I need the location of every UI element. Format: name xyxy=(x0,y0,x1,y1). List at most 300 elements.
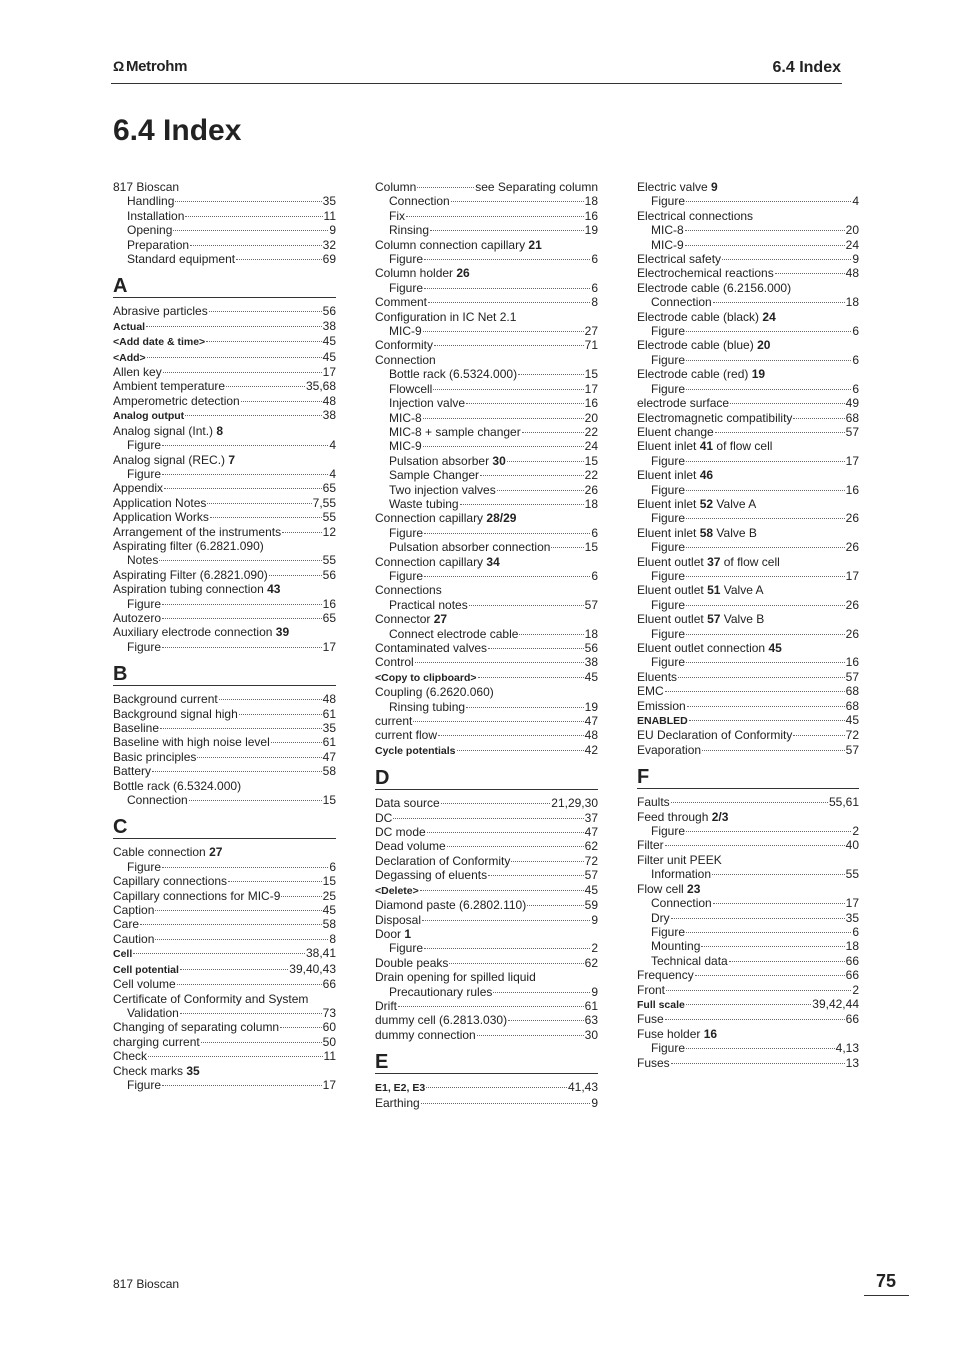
figure-ref-number: 34 xyxy=(486,554,500,569)
entry-term xyxy=(375,811,392,825)
index-subentry xyxy=(113,223,336,237)
page-ref: 73 xyxy=(322,1005,336,1020)
page-ref: 66 xyxy=(845,953,859,968)
entry-term xyxy=(637,583,764,597)
entry-term xyxy=(637,497,756,511)
entry-term-suffix: Valve A xyxy=(713,496,757,511)
entry-term xyxy=(637,396,729,410)
page-ref: 24 xyxy=(584,439,598,454)
index-subentry xyxy=(637,867,859,881)
dot-leader xyxy=(519,634,583,635)
entry-term xyxy=(651,223,684,237)
index-subentry xyxy=(375,324,598,338)
dot-leader xyxy=(433,389,583,390)
entry-term-text: Connections xyxy=(375,583,442,598)
dot-leader xyxy=(152,771,322,772)
entry-term-text: Practical notes xyxy=(389,597,468,612)
entry-term-text: DC xyxy=(375,810,393,825)
entry-term xyxy=(375,868,487,882)
entry-term-text: Changing of separating column xyxy=(113,1020,280,1035)
index-entry xyxy=(375,854,598,868)
dot-leader xyxy=(729,961,845,962)
entry-term xyxy=(637,699,686,713)
page-ref: 58 xyxy=(322,764,336,779)
entry-term xyxy=(651,954,728,968)
entry-term-text: Configuration in IC Net 2.1 xyxy=(375,309,517,324)
page-ref: 20 xyxy=(845,223,859,238)
entry-term xyxy=(389,425,521,439)
index-entry xyxy=(375,511,598,525)
dot-leader xyxy=(447,846,584,847)
index-entry xyxy=(113,625,336,639)
entry-term xyxy=(375,898,526,912)
index-entry xyxy=(113,692,336,706)
figure-ref-number: 1 xyxy=(404,926,412,941)
figure-ref-number: 24 xyxy=(762,309,776,324)
dot-leader xyxy=(493,992,590,993)
entry-term xyxy=(389,382,432,396)
index-entry xyxy=(637,1027,859,1041)
page-ref: 32 xyxy=(322,237,336,252)
dot-leader xyxy=(713,302,845,303)
dot-leader xyxy=(466,707,584,708)
page-ref: 49 xyxy=(845,396,859,411)
entry-term xyxy=(113,903,154,917)
entry-term xyxy=(113,707,238,721)
dot-leader xyxy=(162,445,328,446)
page-ref: 56 xyxy=(322,567,336,582)
index-entry xyxy=(375,295,598,309)
entry-term xyxy=(389,526,423,540)
dot-leader xyxy=(180,1013,322,1014)
page-ref: 48 xyxy=(845,266,859,281)
index-entry xyxy=(637,310,859,324)
figure-ref-number: 27 xyxy=(209,845,223,860)
entry-term-text: Figure xyxy=(127,466,162,481)
index-subentry xyxy=(637,223,859,237)
page-ref: 8 xyxy=(591,295,598,310)
entry-term-text: Auxiliary electrode connection xyxy=(113,625,276,640)
index-entry xyxy=(375,743,598,758)
page-ref: 39,42,44 xyxy=(812,996,859,1011)
entry-term xyxy=(375,655,414,669)
entry-term-text: Figure xyxy=(651,597,686,612)
entry-term xyxy=(113,947,132,961)
index-entry xyxy=(375,714,598,728)
dot-leader xyxy=(422,920,590,921)
page-ref: 30 xyxy=(584,1027,598,1042)
entry-term xyxy=(389,367,517,381)
index-entry xyxy=(113,180,336,194)
index-subentry xyxy=(637,511,859,525)
dot-leader xyxy=(280,1027,322,1028)
entry-term-text: Two injection valves xyxy=(389,482,496,497)
index-subentry xyxy=(637,911,859,925)
index-entry xyxy=(375,555,598,569)
index-entry xyxy=(113,707,336,721)
page-ref: 15 xyxy=(584,540,598,555)
metrohm-logo xyxy=(113,58,187,75)
index-subentry xyxy=(637,627,859,641)
dot-leader xyxy=(162,1085,322,1086)
page-ref: 57 xyxy=(845,742,859,757)
entry-term xyxy=(113,721,159,735)
entry-term-text: Figure xyxy=(127,596,162,611)
figure-ref-number: 20 xyxy=(757,338,771,353)
index-entry xyxy=(113,510,336,524)
dot-leader xyxy=(269,575,322,576)
dot-leader xyxy=(686,518,845,519)
page-ref: 72 xyxy=(845,728,859,743)
dot-leader xyxy=(713,903,845,904)
dot-leader xyxy=(162,474,328,475)
entry-term xyxy=(113,351,146,365)
entry-term-text: Abrasive particles xyxy=(113,304,208,319)
entry-term xyxy=(375,583,442,597)
entry-term-text: Application Works xyxy=(113,510,209,525)
entry-term-text: Column xyxy=(375,180,417,194)
index-subentry xyxy=(113,1006,336,1020)
entry-term-text: Connection xyxy=(127,793,188,808)
entry-term-text: Fuse holder xyxy=(637,1026,704,1041)
page-ref: 13 xyxy=(845,1055,859,1070)
page-ref: 69 xyxy=(322,252,336,267)
index-entry xyxy=(375,913,598,927)
index-entry xyxy=(113,496,336,510)
entry-term-text: MIC-9 xyxy=(389,439,422,454)
dot-leader xyxy=(140,924,322,925)
dot-leader xyxy=(189,800,322,801)
entry-term xyxy=(637,1012,664,1026)
index-entry xyxy=(113,365,336,379)
index-entry xyxy=(375,641,598,655)
dot-leader xyxy=(671,1063,845,1064)
index-entry xyxy=(113,903,336,917)
entry-term xyxy=(127,252,235,266)
page-ref: 21,29,30 xyxy=(551,796,598,811)
entry-term-text: Actual xyxy=(113,320,146,333)
page-ref: see Separating column xyxy=(475,180,598,194)
entry-term xyxy=(651,911,670,925)
index-entry xyxy=(113,1035,336,1049)
entry-term xyxy=(389,540,550,554)
entry-term-text: Degassing of eluents xyxy=(375,868,488,883)
page-ref: 45 xyxy=(845,713,859,728)
dot-leader xyxy=(441,803,551,804)
index-subentry xyxy=(637,483,859,497)
page-ref: 8 xyxy=(329,931,336,946)
entry-term-text: <Add date & time> xyxy=(113,336,206,349)
dot-leader xyxy=(155,939,328,940)
dot-leader xyxy=(177,984,322,985)
entry-term-text: Drain opening for spilled liquid xyxy=(375,970,536,985)
dot-leader xyxy=(722,259,851,260)
figure-ref-number: 52 xyxy=(699,496,714,511)
entry-term-text: Eluents xyxy=(637,669,678,684)
index-entry xyxy=(637,882,859,896)
entry-term-text: Pulsation absorber connection xyxy=(389,540,551,555)
dot-leader xyxy=(666,990,851,991)
page-ref: 17 xyxy=(322,639,336,654)
entry-term-text: Cycle potentials xyxy=(375,744,456,757)
index-subentry xyxy=(375,941,598,955)
entry-term xyxy=(637,338,770,352)
entry-term-text: EMC xyxy=(637,684,664,699)
entry-term xyxy=(127,793,188,807)
entry-term-text: Eluent outlet xyxy=(637,612,708,627)
entry-term-text: Electric valve xyxy=(637,180,712,194)
entry-term-text: electrode surface xyxy=(637,396,730,411)
page-ref: 22 xyxy=(584,468,598,483)
entry-term xyxy=(127,597,161,611)
page-ref: 12 xyxy=(322,524,336,539)
dot-leader xyxy=(190,245,322,246)
page-ref: 45 xyxy=(322,334,336,349)
index-entry xyxy=(113,750,336,764)
entry-term-text: Sample Changer xyxy=(389,468,480,483)
dot-leader xyxy=(424,259,590,260)
index-subentry xyxy=(375,540,598,554)
index-entry xyxy=(375,825,598,839)
entry-term-text: Autozero xyxy=(113,610,162,625)
dot-leader xyxy=(209,311,322,312)
index-subentry xyxy=(637,598,859,612)
dot-leader xyxy=(793,418,844,419)
index-entry xyxy=(375,685,598,699)
page-ref: 37 xyxy=(584,810,598,825)
entry-term-text: Faults xyxy=(637,795,670,810)
index-entry xyxy=(113,304,336,318)
index-entry xyxy=(375,612,598,626)
entry-term xyxy=(375,555,500,569)
entry-term xyxy=(637,810,728,824)
index-column-1 xyxy=(113,180,336,1092)
page-ref: 9 xyxy=(329,223,336,238)
section-letter: D xyxy=(375,767,390,790)
entry-term-text: Rinsing tubing xyxy=(389,699,466,714)
entry-term-text: Eluent outlet xyxy=(637,583,708,598)
dot-leader xyxy=(185,415,321,416)
page-ref: 26 xyxy=(845,626,859,641)
index-entry xyxy=(637,468,859,482)
dot-leader xyxy=(730,403,845,404)
entry-term xyxy=(113,874,227,888)
index-entry xyxy=(637,983,859,997)
entry-term-text: Electrode cable (6.2156.000) xyxy=(637,280,792,295)
index-subentry xyxy=(113,238,336,252)
page-ref: 45 xyxy=(322,903,336,918)
index-subentry xyxy=(375,454,598,468)
index-subentry xyxy=(113,252,336,266)
index-entry xyxy=(113,874,336,888)
index-entry xyxy=(113,582,336,596)
dot-leader xyxy=(428,302,590,303)
index-subentry xyxy=(637,353,859,367)
entry-term-text: Coupling (6.2620.060) xyxy=(375,685,494,700)
dot-leader xyxy=(457,750,584,751)
dot-leader xyxy=(775,273,845,274)
index-entry xyxy=(113,568,336,582)
page-ref: 40 xyxy=(845,838,859,853)
index-subentry xyxy=(637,324,859,338)
entry-term-text: Electrode cable (black) xyxy=(637,309,763,324)
dot-leader xyxy=(527,905,583,906)
dot-leader xyxy=(522,432,584,433)
dot-leader xyxy=(423,418,584,419)
entry-term-text: Eluent inlet xyxy=(637,468,700,483)
entry-term xyxy=(113,394,240,408)
page-ref: 7,55 xyxy=(312,495,336,510)
page-ref: 57 xyxy=(845,669,859,684)
figure-ref-number: 37 xyxy=(707,554,721,569)
section-letter: E xyxy=(375,1051,389,1074)
page-ref: 16 xyxy=(584,208,598,223)
entry-term-text: Allen key xyxy=(113,365,162,380)
figure-ref-number: 58 xyxy=(699,525,714,540)
index-subentry xyxy=(637,824,859,838)
index-entry xyxy=(113,1064,336,1078)
entry-term xyxy=(389,252,423,266)
page-ref: 68 xyxy=(845,698,859,713)
page-ref: 6 xyxy=(329,859,336,874)
page-ref: 9 xyxy=(591,984,598,999)
entry-term xyxy=(375,999,397,1013)
entry-term xyxy=(637,882,700,896)
entry-term-text: Connect electrode cable xyxy=(389,626,519,641)
index-entry xyxy=(113,946,336,961)
entry-term-text: Declaration of Conformity xyxy=(375,853,511,868)
dot-leader xyxy=(219,699,322,700)
entry-term xyxy=(389,627,518,641)
dot-leader xyxy=(665,845,845,846)
index-entry xyxy=(637,555,859,569)
page-ref: 45 xyxy=(584,882,598,897)
entry-term xyxy=(651,295,712,309)
entry-term-text: Flowcell xyxy=(389,381,433,396)
entry-term-text: Basic principles xyxy=(113,749,197,764)
entry-term-suffix: Valve A xyxy=(720,583,764,598)
page-ref: 65 xyxy=(322,610,336,625)
entry-term-text: MIC-8 xyxy=(651,223,684,238)
entry-term-text: Figure xyxy=(651,568,686,583)
entry-term-text: Ambient temperature xyxy=(113,379,226,394)
entry-term-text: Application Notes xyxy=(113,495,207,510)
entry-term xyxy=(651,511,685,525)
omega-icon: Ω xyxy=(113,58,124,74)
index-subentry xyxy=(375,252,598,266)
entry-term xyxy=(637,743,701,757)
entry-term xyxy=(375,641,487,655)
index-entry xyxy=(637,180,859,194)
figure-ref-number: 27 xyxy=(433,612,448,627)
entry-term xyxy=(127,860,161,874)
page-ref: 66 xyxy=(845,1012,859,1027)
index-entry xyxy=(375,970,598,984)
dot-leader xyxy=(210,517,322,518)
entry-term xyxy=(637,641,782,655)
entry-term xyxy=(113,625,289,639)
entry-term-text: Connection xyxy=(389,194,450,209)
figure-ref-number: 21 xyxy=(528,237,542,252)
index-entry xyxy=(637,583,859,597)
index-entry xyxy=(113,408,336,423)
entry-term-text: Figure xyxy=(651,1041,686,1056)
index-subentry xyxy=(637,896,859,910)
entry-term xyxy=(375,338,433,352)
entry-term xyxy=(375,744,456,758)
entry-term-text: Certificate of Conformity and System xyxy=(113,991,309,1006)
entry-term-text: Eluent inlet xyxy=(637,439,700,454)
dot-leader xyxy=(424,288,590,289)
entry-term-text: MIC-9 xyxy=(389,324,422,339)
page-ref: 6 xyxy=(852,324,859,339)
entry-term xyxy=(389,194,450,208)
index-subentry xyxy=(113,194,336,208)
entry-term-text: Bottle rack (6.5324.000) xyxy=(113,778,242,793)
entry-term-text: Dead volume xyxy=(375,839,446,854)
index-entry xyxy=(637,728,859,742)
figure-ref-number: 2/3 xyxy=(711,809,729,824)
entry-term xyxy=(389,700,465,714)
entry-term xyxy=(127,223,172,237)
index-subentry xyxy=(637,1041,859,1055)
entry-term xyxy=(637,612,764,626)
entry-term xyxy=(389,281,423,295)
entry-term-text: current xyxy=(375,714,413,729)
index-entry xyxy=(637,252,859,266)
entry-term-text: Check marks xyxy=(113,1063,187,1078)
figure-ref-number: 9 xyxy=(711,180,718,194)
index-entry xyxy=(637,810,859,824)
entry-term-text: Flow cell xyxy=(637,881,688,896)
page-ref: 24 xyxy=(845,237,859,252)
index-entry xyxy=(375,1013,598,1027)
index-entry xyxy=(375,811,598,825)
entry-term-text: Diamond paste (6.2802.110) xyxy=(375,898,527,913)
dot-leader xyxy=(406,216,584,217)
index-entry xyxy=(375,1080,598,1095)
index-subentry xyxy=(375,569,598,583)
index-entry xyxy=(637,439,859,453)
dot-leader xyxy=(695,975,845,976)
entry-term xyxy=(113,582,280,596)
index-entry xyxy=(637,699,859,713)
page-ref: 45 xyxy=(584,669,598,684)
entry-term-text: Rinsing xyxy=(389,223,430,238)
entry-term xyxy=(651,1041,685,1055)
index-entry xyxy=(375,310,598,324)
index-entry xyxy=(637,670,859,684)
entry-term-text: Disposal xyxy=(375,912,422,927)
dot-leader xyxy=(687,706,845,707)
entry-term-text: current flow xyxy=(375,728,438,743)
page-ref: 9 xyxy=(852,252,859,267)
dot-leader xyxy=(421,1103,591,1104)
entry-term-text: <Delete> xyxy=(375,884,419,897)
entry-term xyxy=(375,1081,425,1095)
section-letter: C xyxy=(113,816,128,839)
entry-term xyxy=(651,627,685,641)
page-ref: 41,43 xyxy=(567,1080,598,1095)
index-subentry xyxy=(637,454,859,468)
entry-term xyxy=(637,795,670,809)
entry-term-text: Figure xyxy=(127,1077,162,1092)
entry-term xyxy=(651,194,685,208)
index-entry xyxy=(375,999,598,1013)
dot-leader xyxy=(282,532,322,533)
entry-term-text: ENABLED xyxy=(637,715,688,728)
entry-term-text: Double peaks xyxy=(375,955,449,970)
